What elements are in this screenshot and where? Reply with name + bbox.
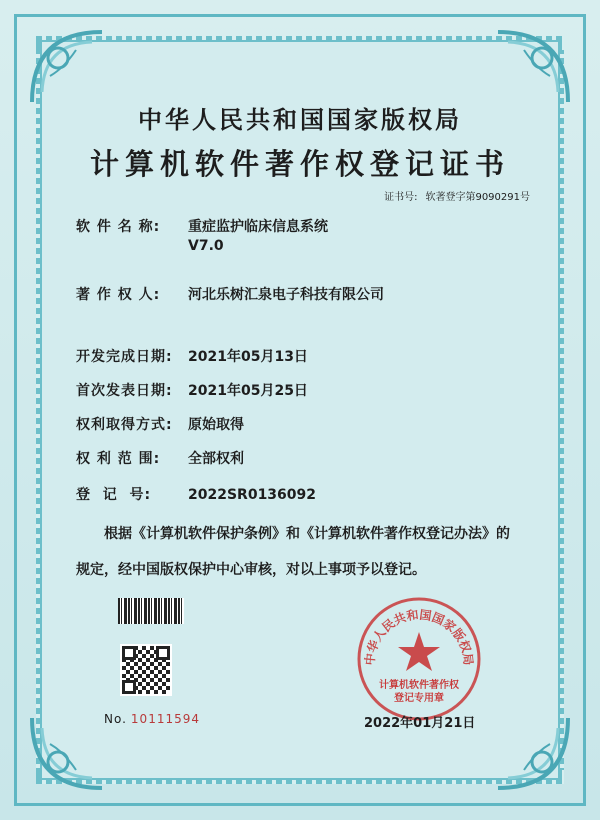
qr-code bbox=[120, 644, 172, 696]
seal-ring-text: 中华人民共和国国家版权局 bbox=[362, 607, 476, 666]
official-seal-icon bbox=[354, 594, 484, 724]
serial-prefix: No. bbox=[104, 712, 127, 726]
field-label: 登 记 号: bbox=[76, 487, 152, 503]
seal-inner-line-2: 登记专用章 bbox=[394, 693, 444, 704]
barcode bbox=[118, 598, 184, 624]
statement-line-2: 规定，经中国版权保护中心审核，对以上事项予以登记。 bbox=[76, 562, 426, 578]
field-value: 重症监护临床信息系统 bbox=[188, 219, 328, 235]
field-rights-scope bbox=[76, 448, 244, 468]
cert-number-label: 证书号: bbox=[384, 192, 418, 203]
cert-number-value: 软著登字第9090291号 bbox=[425, 192, 530, 203]
field-value: 2021年05月13日 bbox=[188, 349, 308, 365]
field-software-name bbox=[76, 216, 328, 254]
statement-paragraph bbox=[76, 516, 530, 588]
field-first-publish-date bbox=[76, 380, 308, 400]
corner-ornament-icon bbox=[494, 28, 572, 106]
corner-ornament-icon bbox=[28, 28, 106, 106]
field-value: 原始取得 bbox=[188, 417, 244, 433]
seal-inner-line-1: 计算机软件著作权 bbox=[379, 680, 459, 691]
field-label: 权利取得方式: bbox=[76, 417, 173, 433]
field-label: 著 作 权 人: bbox=[76, 287, 161, 303]
corner-ornament-icon bbox=[494, 714, 572, 792]
field-value: 全部权利 bbox=[188, 451, 244, 467]
field-label: 首次发表日期: bbox=[76, 383, 173, 399]
corner-ornament-icon bbox=[28, 714, 106, 792]
field-owner bbox=[76, 284, 384, 304]
certificate-title: 计算机软件著作权登记证书 bbox=[89, 147, 510, 181]
field-value: 河北乐树汇泉电子科技有限公司 bbox=[188, 287, 384, 303]
issue-date: 2022年01月21日 bbox=[364, 716, 476, 731]
field-acquire-method bbox=[76, 414, 244, 434]
field-label: 软 件 名 称: bbox=[76, 219, 161, 235]
issuer-title: 中华人民共和国国家版权局 bbox=[138, 105, 462, 134]
field-dev-complete-date bbox=[76, 346, 308, 366]
field-value: 2022SR0136092 bbox=[188, 487, 317, 503]
serial-number bbox=[104, 712, 200, 726]
field-reg-number bbox=[76, 484, 316, 504]
field-version: V7.0 bbox=[188, 238, 224, 254]
field-label: 权 利 范 围: bbox=[76, 451, 161, 467]
field-value: 2021年05月25日 bbox=[188, 383, 308, 399]
field-label: 开发完成日期: bbox=[76, 349, 173, 365]
serial-value: 10111594 bbox=[130, 712, 200, 726]
statement-line-1: 根据《计算机软件保护条例》和《计算机软件著作权登记办法》的 bbox=[104, 526, 510, 542]
certificate-number bbox=[384, 188, 530, 203]
